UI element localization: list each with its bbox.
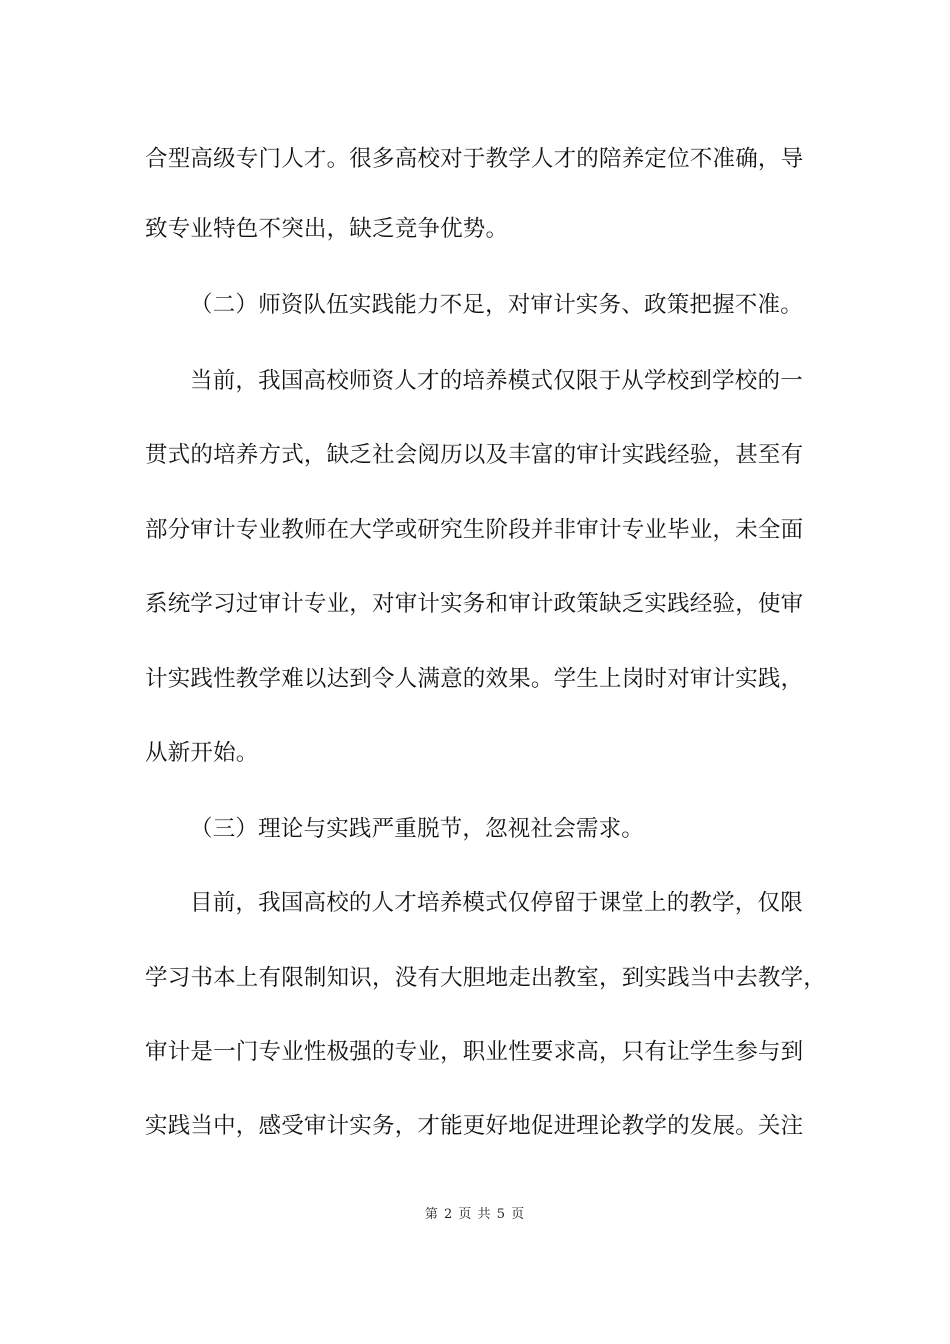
text-line: 致专业特色不突出，缺乏竞争优势。 xyxy=(145,216,509,242)
text-line: 系统学习过审计专业，对审计实务和审计政策缺乏实践经验，使审 xyxy=(145,591,804,617)
text-line: 计实践性教学难以达到令人满意的效果。学生上岗时对审计实践， xyxy=(145,666,804,692)
text-line: 贯式的培养方式，缺乏社会阅历以及丰富的审计实践经验，甚至有 xyxy=(145,442,804,468)
text-line: 学习书本上有限制知识，没有大胆地走出教室，到实践当中去教学， xyxy=(145,965,827,991)
text-line: 实践当中，感受审计实务，才能更好地促进理论教学的发展。关注 xyxy=(145,1113,804,1139)
section-heading: （二）师资队伍实践能力不足，对审计实务、政策把握不准。 xyxy=(190,292,803,318)
text-line: 目前，我国高校的人才培养模式仅停留于课堂上的教学，仅限 xyxy=(190,890,803,916)
section-heading: （三）理论与实践严重脱节，忽视社会需求。 xyxy=(190,816,645,842)
text-line: 审计是一门专业性极强的专业，职业性要求高，只有让学生参与到 xyxy=(145,1039,804,1065)
text-line: 合型高级专门人才。很多高校对于教学人才的陪养定位不准确，导 xyxy=(145,146,804,172)
page-number-footer: 第 2 页 共 5 页 xyxy=(424,1207,526,1222)
text-line: 当前，我国高校师资人才的培养模式仅限于从学校到学校的一 xyxy=(190,368,803,394)
text-line: 部分审计专业教师在大学或研究生阶段并非审计专业毕业，未全面 xyxy=(145,517,804,543)
text-line: 从新开始。 xyxy=(145,740,259,766)
